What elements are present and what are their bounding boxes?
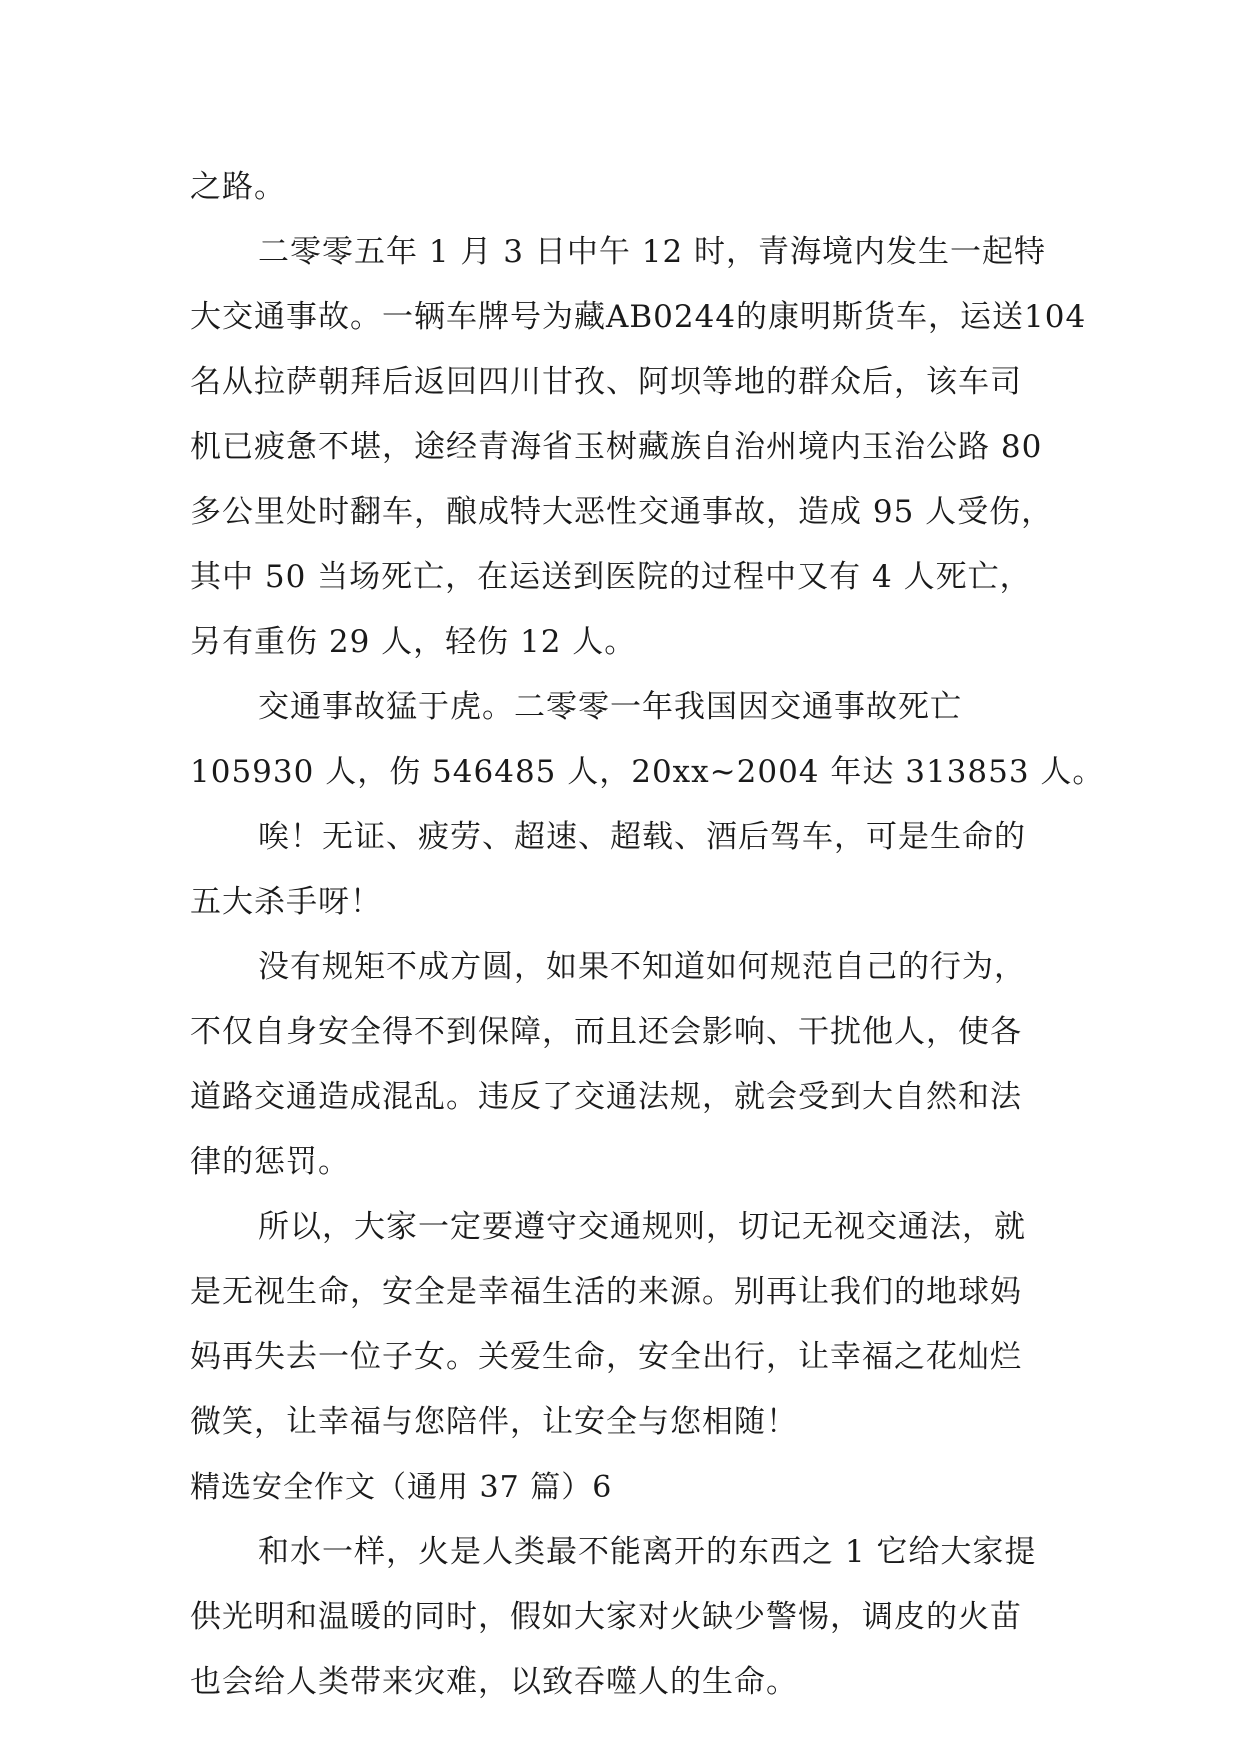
- paragraph-first-line: 所以，大家一定要遵守交通规则，切记无视交通法，就: [258, 1209, 1026, 1245]
- text-line: 105930 人，伤 546485 人，20xx~2004 年达 313853 人。: [190, 754, 1105, 790]
- paragraph-first-line: 和水一样，火是人类最不能离开的东西之 1 它给大家提: [258, 1534, 1037, 1570]
- text-line: 律的惩罚。: [190, 1144, 350, 1180]
- paragraph-first-line: 唉！无证、疲劳、超速、超载、酒后驾车，可是生命的: [258, 819, 1026, 855]
- paragraph-first-line: 二零零五年 1 月 3 日中午 12 时，青海境内发生一起特: [258, 234, 1047, 270]
- text-line: 也会给人类带来灾难，以致吞噬人的生命。: [190, 1664, 798, 1700]
- text-line: 妈再失去一位子女。关爱生命，安全出行，让幸福之花灿烂: [190, 1339, 1022, 1375]
- text-line: 名从拉萨朝拜后返回四川甘孜、阿坝等地的群众后，该车司: [190, 364, 1022, 400]
- document-body: [190, 155, 1105, 1715]
- paragraph-first-line: 没有规矩不成方圆，如果不知道如何规范自己的行为，: [258, 949, 1026, 985]
- paragraph-first-line: 交通事故猛于虎。二零零一年我国因交通事故死亡: [258, 689, 962, 725]
- text-line: 大交通事故。一辆车牌号为藏AB0244的康明斯货车，运送104: [190, 299, 1087, 335]
- text-line: 道路交通造成混乱。违反了交通法规，就会受到大自然和法: [190, 1079, 1022, 1115]
- text-line: 微笑，让幸福与您陪伴，让安全与您相随！: [190, 1404, 798, 1440]
- text-line: 供光明和温暖的同时，假如大家对火缺少警惕，调皮的火苗: [190, 1599, 1022, 1635]
- text-line: 不仅自身安全得不到保障，而且还会影响、干扰他人，使各: [190, 1014, 1022, 1050]
- text-line: 另有重伤 29 人，轻伤 12 人。: [190, 624, 637, 660]
- text-line: 多公里处时翻车，酿成特大恶性交通事故，造成 95 人受伤，: [190, 494, 1054, 530]
- text-line: 之路。: [190, 169, 286, 205]
- text-line: 是无视生命，安全是幸福生活的来源。别再让我们的地球妈: [190, 1274, 1022, 1310]
- text-line: 机已疲惫不堪，途经青海省玉树藏族自治州境内玉治公路 80: [190, 429, 1043, 465]
- text-line: 其中 50 当场死亡，在运送到医院的过程中又有 4 人死亡，: [190, 559, 1032, 595]
- section-heading: 精选安全作文（通用 37 篇）6: [190, 1470, 613, 1505]
- text-line: 五大杀手呀！: [190, 884, 382, 920]
